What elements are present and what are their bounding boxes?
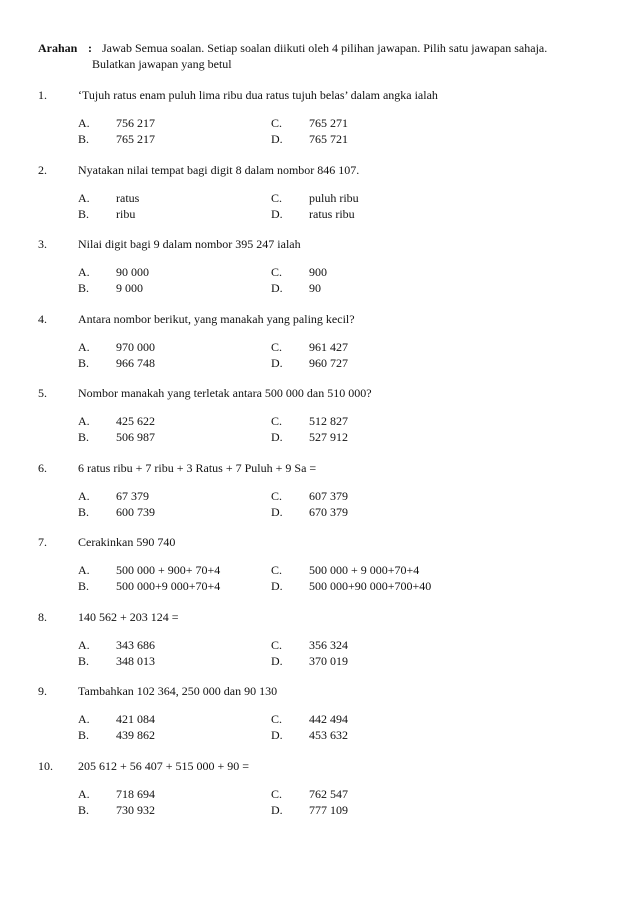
option-value: 348 013 <box>116 654 155 668</box>
option-letter: A. <box>78 787 90 801</box>
option-value: ratus ribu <box>309 207 355 221</box>
option-letter: C. <box>271 340 283 354</box>
option-letter: C. <box>271 638 283 652</box>
option-letter: D. <box>271 356 283 370</box>
option-value: 425 622 <box>116 414 155 428</box>
option-letter: B. <box>78 803 90 817</box>
question-number: 2. <box>38 163 47 177</box>
option-letter: B. <box>78 430 90 444</box>
question-number: 10. <box>38 759 53 773</box>
question-number: 7. <box>38 535 47 549</box>
option-letter: B. <box>78 132 90 146</box>
option-value: 762 547 <box>309 787 348 801</box>
option-letter: C. <box>271 414 283 428</box>
option-letter: B. <box>78 356 90 370</box>
option-letter: C. <box>271 191 283 205</box>
option-letter: D. <box>271 132 283 146</box>
option-letter: B. <box>78 654 90 668</box>
instructions-line-2: Bulatkan jawapan yang betul <box>92 57 232 71</box>
option-letter: D. <box>271 654 283 668</box>
option-value: ratus <box>116 191 140 205</box>
option-value: 439 862 <box>116 728 155 742</box>
option-letter: D. <box>271 207 283 221</box>
question-text: ‘Tujuh ratus enam puluh lima ribu dua ratus tujuh belas’ dalam angka ialah <box>78 88 438 102</box>
option-value: 512 827 <box>309 414 348 428</box>
question-number: 9. <box>38 684 47 698</box>
instructions-text-1: Jawab Semua soalan. Setiap soalan diikuti oleh 4 pilihan jawapan. Pilih satu jawapan sahaja. <box>102 41 548 55</box>
option-value: 730 932 <box>116 803 155 817</box>
question-text: 6 ratus ribu + 7 ribu + 3 Ratus + 7 Puluh + 9 Sa = <box>78 461 317 475</box>
option-value: 343 686 <box>116 638 155 652</box>
option-letter: A. <box>78 191 90 205</box>
question-number: 3. <box>38 237 47 251</box>
question-number: 8. <box>38 610 47 624</box>
question-text: 205 612 + 56 407 + 515 000 + 90 = <box>78 759 250 773</box>
option-value: puluh ribu <box>309 191 359 205</box>
question-number: 1. <box>38 88 47 102</box>
option-letter: B. <box>78 728 90 742</box>
option-letter: A. <box>78 116 90 130</box>
instructions-label: Arahan <box>38 41 78 55</box>
option-letter: A. <box>78 563 90 577</box>
option-letter: B. <box>78 579 90 593</box>
option-value: 90 000 <box>116 265 149 279</box>
option-value: 777 109 <box>309 803 348 817</box>
option-value: 607 379 <box>309 489 348 503</box>
instructions-line-1 <box>38 40 608 56</box>
option-value: 756 217 <box>116 116 155 130</box>
option-letter: A. <box>78 638 90 652</box>
option-letter: C. <box>271 563 283 577</box>
option-letter: C. <box>271 712 283 726</box>
option-letter: A. <box>78 265 90 279</box>
option-value: 900 <box>309 265 327 279</box>
option-letter: A. <box>78 414 90 428</box>
option-value: 718 694 <box>116 787 155 801</box>
option-value: 370 019 <box>309 654 348 668</box>
option-value: 670 379 <box>309 505 348 519</box>
option-value: 356 324 <box>309 638 348 652</box>
option-value: 9 000 <box>116 281 143 295</box>
option-letter: D. <box>271 505 283 519</box>
instructions <box>38 40 608 72</box>
option-value: 453 632 <box>309 728 348 742</box>
option-value: 500 000 + 900+ 70+4 <box>116 563 221 577</box>
option-value: 966 748 <box>116 356 155 370</box>
option-value: 960 727 <box>309 356 348 370</box>
option-value: 500 000+9 000+70+4 <box>116 579 221 593</box>
option-value: ribu <box>116 207 136 221</box>
question-number: 4. <box>38 312 47 326</box>
option-letter: B. <box>78 505 90 519</box>
option-letter: A. <box>78 489 90 503</box>
option-letter: D. <box>271 430 283 444</box>
option-value: 765 271 <box>309 116 348 130</box>
question-text: Nyatakan nilai tempat bagi digit 8 dalam nombor 846 107. <box>78 163 360 177</box>
question-number: 6. <box>38 461 47 475</box>
option-letter: C. <box>271 489 283 503</box>
option-letter: D. <box>271 728 283 742</box>
question-text: Nombor manakah yang terletak antara 500 000 dan 510 000? <box>78 386 372 400</box>
option-letter: D. <box>271 579 283 593</box>
question-text: Tambahkan 102 364, 250 000 dan 90 130 <box>78 684 278 698</box>
option-value: 90 <box>309 281 321 295</box>
option-value: 970 000 <box>116 340 155 354</box>
option-value: 500 000+90 000+700+40 <box>309 579 432 593</box>
question-number: 5. <box>38 386 47 400</box>
question-text: 140 562 + 203 124 = <box>78 610 179 624</box>
question-text: Cerakinkan 590 740 <box>78 535 176 549</box>
option-letter: D. <box>271 281 283 295</box>
option-value: 600 739 <box>116 505 155 519</box>
option-value: 506 987 <box>116 430 155 444</box>
option-value: 765 721 <box>309 132 348 146</box>
option-value: 442 494 <box>309 712 348 726</box>
question-text: Antara nombor berikut, yang manakah yang paling kecil? <box>78 312 355 326</box>
option-letter: B. <box>78 281 90 295</box>
instructions-colon: : <box>88 41 92 55</box>
question-text: Nilai digit bagi 9 dalam nombor 395 247 ialah <box>78 237 301 251</box>
option-value: 67 379 <box>116 489 149 503</box>
option-letter: D. <box>271 803 283 817</box>
option-letter: A. <box>78 340 90 354</box>
option-value: 527 912 <box>309 430 348 444</box>
option-letter: C. <box>271 116 283 130</box>
option-letter: B. <box>78 207 90 221</box>
option-letter: C. <box>271 787 283 801</box>
option-value: 765 217 <box>116 132 155 146</box>
option-letter: A. <box>78 712 90 726</box>
option-value: 421 084 <box>116 712 155 726</box>
option-value: 961 427 <box>309 340 348 354</box>
option-value: 500 000 + 9 000+70+4 <box>309 563 420 577</box>
option-letter: C. <box>271 265 283 279</box>
